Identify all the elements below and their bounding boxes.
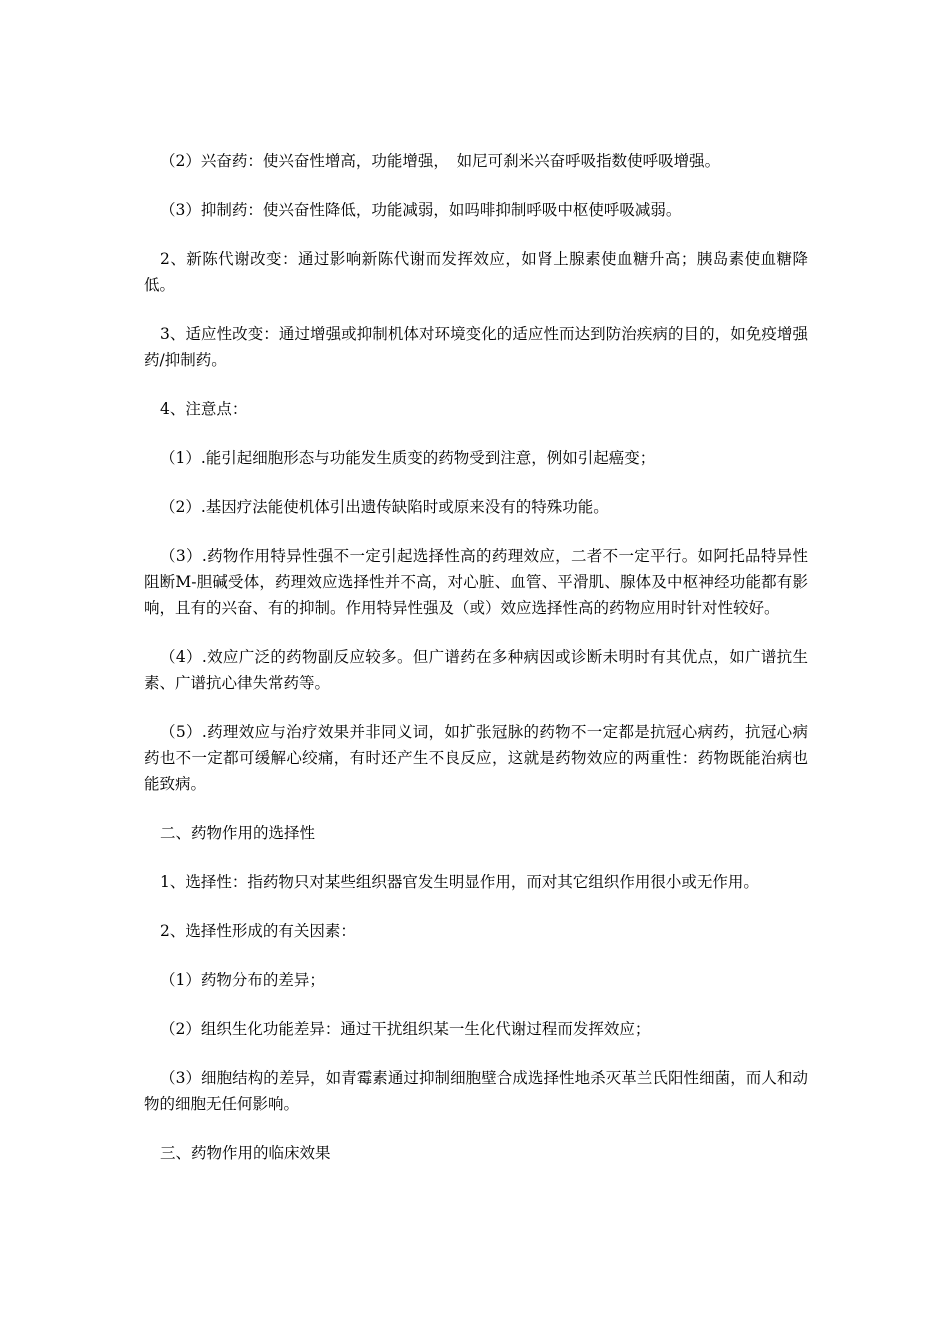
section-heading-clinical-effect: 三、药物作用的临床效果 bbox=[160, 1144, 331, 1162]
paragraph-note-3: （3）.药物作用特异性强不一定引起选择性高的药理效应，二者不一定平行。如阿托品特异性阻断M-胆碱受体，药理效应选择性并不高，对心脏、血管、平滑肌、腺体及中枢神经功能都有影响，且有的兴奋、有的抑制。作用特异性强及（或）效应选择性高的药物应用时针对性较好。 bbox=[144, 547, 808, 617]
paragraph-note-2: （2）.基因疗法能使机体引出遗传缺陷时或原来没有的特殊功能。 bbox=[160, 498, 609, 516]
paragraph-adaptive-change: 3、适应性改变：通过增强或抑制机体对环境变化的适应性而达到防治疾病的目的，如免疫增强药/抑制药。 bbox=[144, 325, 808, 369]
paragraph-factor-1: （1）药物分布的差异； bbox=[160, 971, 325, 989]
paragraph-note-5: （5）.药理效应与治疗效果并非同义词，如扩张冠脉的药物不一定都是抗冠心病药，抗冠心病药也不一定都可缓解心绞痛，有时还产生不良反应，这就是药物效应的两重性：药物既能治病也能致病。 bbox=[144, 723, 808, 793]
paragraph-selectivity-definition: 1、选择性：指药物只对某些组织器官发生明显作用，而对其它组织作用很小或无作用。 bbox=[160, 873, 759, 891]
paragraph-factor-3: （3）细胞结构的差异，如青霉素通过抑制细胞壁合成选择性地杀灭革兰氏阳性细菌，而人和动物的细胞无任何影响。 bbox=[144, 1069, 808, 1113]
paragraph-excitant-drugs: （2）兴奋药：使兴奋性增高，功能增强， 如尼可刹米兴奋呼吸指数使呼吸增强。 bbox=[160, 152, 721, 170]
paragraph-inhibitory-drugs: （3）抑制药：使兴奋性降低，功能减弱，如吗啡抑制呼吸中枢使呼吸减弱。 bbox=[160, 201, 682, 219]
paragraph-notes-heading: 4、注意点： bbox=[160, 400, 248, 418]
document-body bbox=[144, 148, 808, 1189]
paragraph-note-4: （4）.效应广泛的药物副反应较多。但广谱药在多种病因或诊断未明时有其优点，如广谱抗生素、广谱抗心律失常药等。 bbox=[144, 648, 808, 692]
section-heading-selectivity: 二、药物作用的选择性 bbox=[160, 824, 316, 842]
paragraph-note-1: （1）.能引起细胞形态与功能发生质变的药物受到注意，例如引起癌变； bbox=[160, 449, 656, 467]
paragraph-metabolism-change: 2、新陈代谢改变：通过影响新陈代谢而发挥效应，如肾上腺素使血糖升高；胰岛素使血糖降低。 bbox=[144, 250, 808, 294]
paragraph-factor-2: （2）组织生化功能差异：通过干扰组织某一生化代谢过程而发挥效应； bbox=[160, 1020, 651, 1038]
paragraph-selectivity-factors: 2、选择性形成的有关因素： bbox=[160, 922, 356, 940]
